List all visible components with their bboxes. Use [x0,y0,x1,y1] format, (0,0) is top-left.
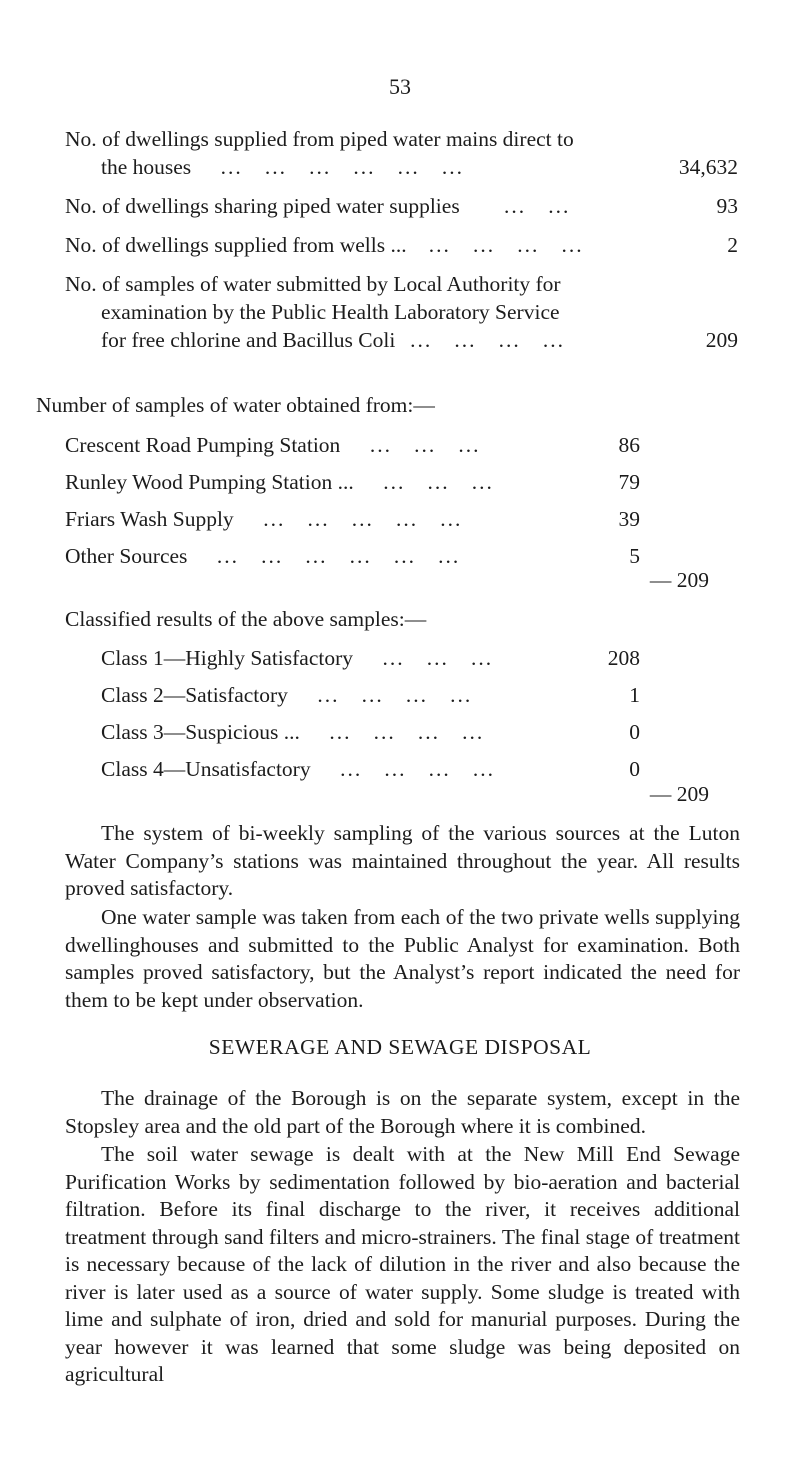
source-value-runley: 79 [618,470,640,494]
samples-label-line2: examination by the Public Health Laboratory Service [101,300,560,324]
classes-heading: Classified results of the above samples:— [65,607,427,631]
sources-heading: Number of samples of water obtained from:— [36,393,435,417]
piped-direct-value: 34,632 [678,155,738,179]
source-value-other: 5 [629,544,640,568]
class-row-3: Class 3—Suspicious ... ... ... ... ... [101,720,485,744]
sharing-value: 93 [716,194,738,218]
class-value-3: 0 [629,720,640,744]
source-value-crescent: 86 [618,433,640,457]
source-row-crescent: Crescent Road Pumping Station ... ... ... [65,433,481,457]
class-row-1: Class 1—Highly Satisfactory ... ... ... [101,646,494,670]
page-number: 53 [389,74,411,99]
sharing-label: No. of dwellings sharing piped water supplies ... ... [65,194,571,218]
source-row-friars: Friars Wash Supply ... ... ... ... ... [65,507,463,531]
class-value-4: 0 [629,757,640,781]
sewerage-heading: SEWERAGE AND SEWAGE DISPOSAL [208,1035,592,1059]
sources-total: — 209 [649,568,709,592]
source-row-other: Other Sources ... ... ... ... ... ... [65,544,461,568]
samples-value: 209 [705,328,738,352]
source-row-runley: Runley Wood Pumping Station ... ... ... ... [65,470,494,494]
paragraph-private-wells: One water sample was taken from each of the two private wells supplying dwellinghouses and submitted to the Public Analyst for examination. Both samples proved satisfactory, but the Analyst’s report indicated the need for them to be kept under observation. [65,905,740,1012]
paragraph-sampling-system: The system of bi-weekly sampling of the various sources at the Luton Water Company’s stations was maintained throughout the year. All results proved satisfactory. [65,821,740,900]
piped-direct-label-line1: No. of dwellings supplied from piped water mains direct to [65,127,574,151]
class-row-2: Class 2—Satisfactory ... ... ... ... [101,683,473,707]
classes-total: — 209 [649,782,709,806]
class-value-2: 1 [629,683,640,707]
source-value-friars: 39 [618,507,640,531]
paragraph-soil-water: The soil water sewage is dealt with at the New Mill End Sewage Purification Works by sedimentation followed by bio-aeration and bacterial filtration. Before its final discharge to the river, it receives additional treatment through sand filters and micro-strainers. The final stage of treatment is necessary because of the lack of dilution in the river and also because the river is later used as a source of water supply. Some sludge is treated with lime and sulphate of iron, dried and sold for manurial purposes. During the year however it was learned that some sludge was being deposited on agricultural [65,1142,740,1386]
paragraph-drainage: The drainage of the Borough is on the separate system, except in the Stopsley area and the old part of the Borough where it is combined. [65,1086,740,1138]
samples-label-line1: No. of samples of water submitted by Local Authority for [65,272,561,296]
class-row-4: Class 4—Unsatisfactory ... ... ... ... [101,757,495,781]
wells-label: No. of dwellings supplied from wells ... ... ... ... ... [65,233,584,257]
class-value-1: 208 [607,646,640,670]
piped-direct-label-line2: the houses ... ... ... ... ... ... [101,155,465,179]
wells-value: 2 [727,233,738,257]
samples-label-line3: for free chlorine and Bacillus Coli ... ... ... ... [101,328,565,352]
